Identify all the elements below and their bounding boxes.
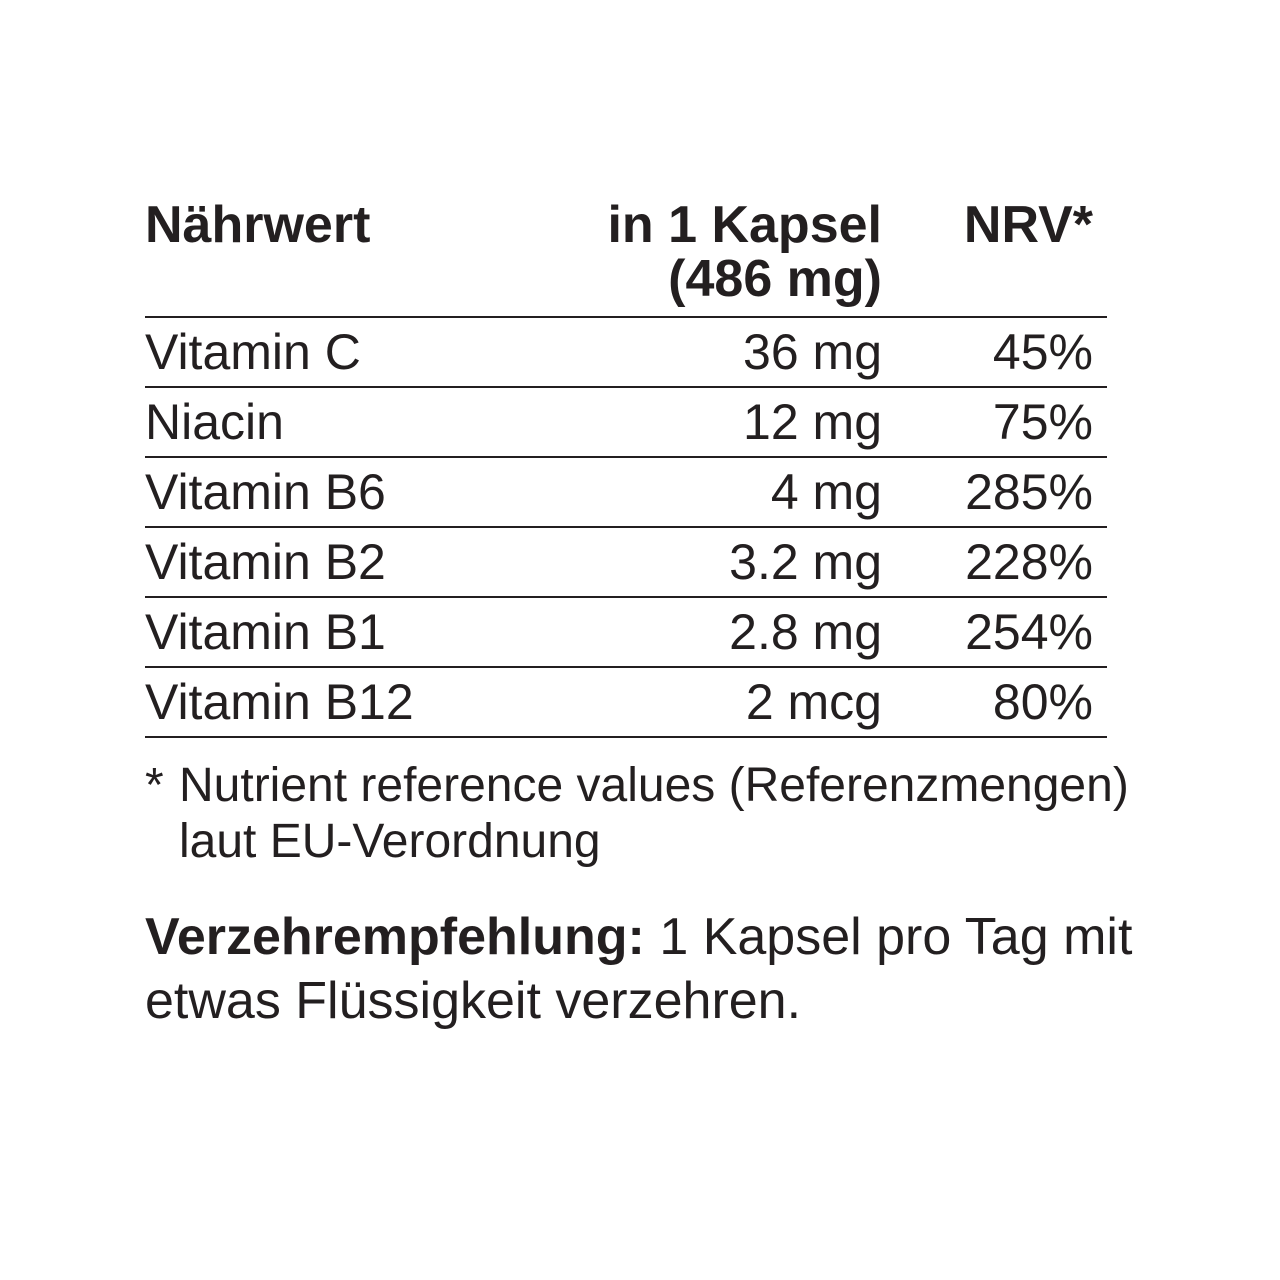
- nutrient-name: Niacin: [145, 387, 575, 457]
- nutrient-name: Vitamin B12: [145, 667, 575, 737]
- table-row: [145, 457, 1107, 527]
- table-row: [145, 597, 1107, 667]
- nutrient-amount: 36 mg: [575, 317, 882, 387]
- table-row: [145, 667, 1107, 737]
- nutrient-nrv: 45%: [882, 317, 1107, 387]
- recommendation-label: Verzehrempfehlung:: [145, 908, 645, 966]
- nutrient-nrv: 75%: [882, 387, 1107, 457]
- header-amount-line1: in 1 Kapsel: [607, 196, 882, 254]
- table-header-row: [145, 192, 1107, 317]
- nutrient-amount: 4 mg: [575, 457, 882, 527]
- footnote-marker: *: [145, 759, 164, 812]
- nutrient-amount: 2 mcg: [575, 667, 882, 737]
- nutrient-nrv: 228%: [882, 527, 1107, 597]
- nutrient-name: Vitamin B1: [145, 597, 575, 667]
- header-nutrient: Nährwert: [145, 192, 575, 317]
- nutrition-table: [145, 192, 1107, 738]
- footnote-line1: Nutrient reference values (Referenzmengen): [179, 759, 1129, 812]
- usage-recommendation: [145, 905, 1155, 1033]
- recommendation-text: 1 Kapsel pro Tag mit etwas Flüssigkeit verzehren.: [145, 908, 1133, 1030]
- header-amount-line2: (486 mg): [668, 250, 882, 308]
- nutrient-name: Vitamin C: [145, 317, 575, 387]
- nutrient-name: Vitamin B6: [145, 457, 575, 527]
- footnote: [145, 758, 1145, 870]
- footnote-line2: laut EU-Verordnung: [179, 815, 601, 868]
- nutrient-amount: 12 mg: [575, 387, 882, 457]
- nutrient-nrv: 285%: [882, 457, 1107, 527]
- table-row: [145, 387, 1107, 457]
- nutrition-panel: [145, 0, 1145, 1280]
- nutrient-nrv: 80%: [882, 667, 1107, 737]
- header-nrv: NRV*: [882, 192, 1107, 317]
- nutrient-amount: 2.8 mg: [575, 597, 882, 667]
- footnote-text: [179, 758, 1145, 870]
- header-amount: [575, 192, 882, 317]
- nutrient-amount: 3.2 mg: [575, 527, 882, 597]
- table-row: [145, 317, 1107, 387]
- nutrient-name: Vitamin B2: [145, 527, 575, 597]
- nutrient-nrv: 254%: [882, 597, 1107, 667]
- table-row: [145, 527, 1107, 597]
